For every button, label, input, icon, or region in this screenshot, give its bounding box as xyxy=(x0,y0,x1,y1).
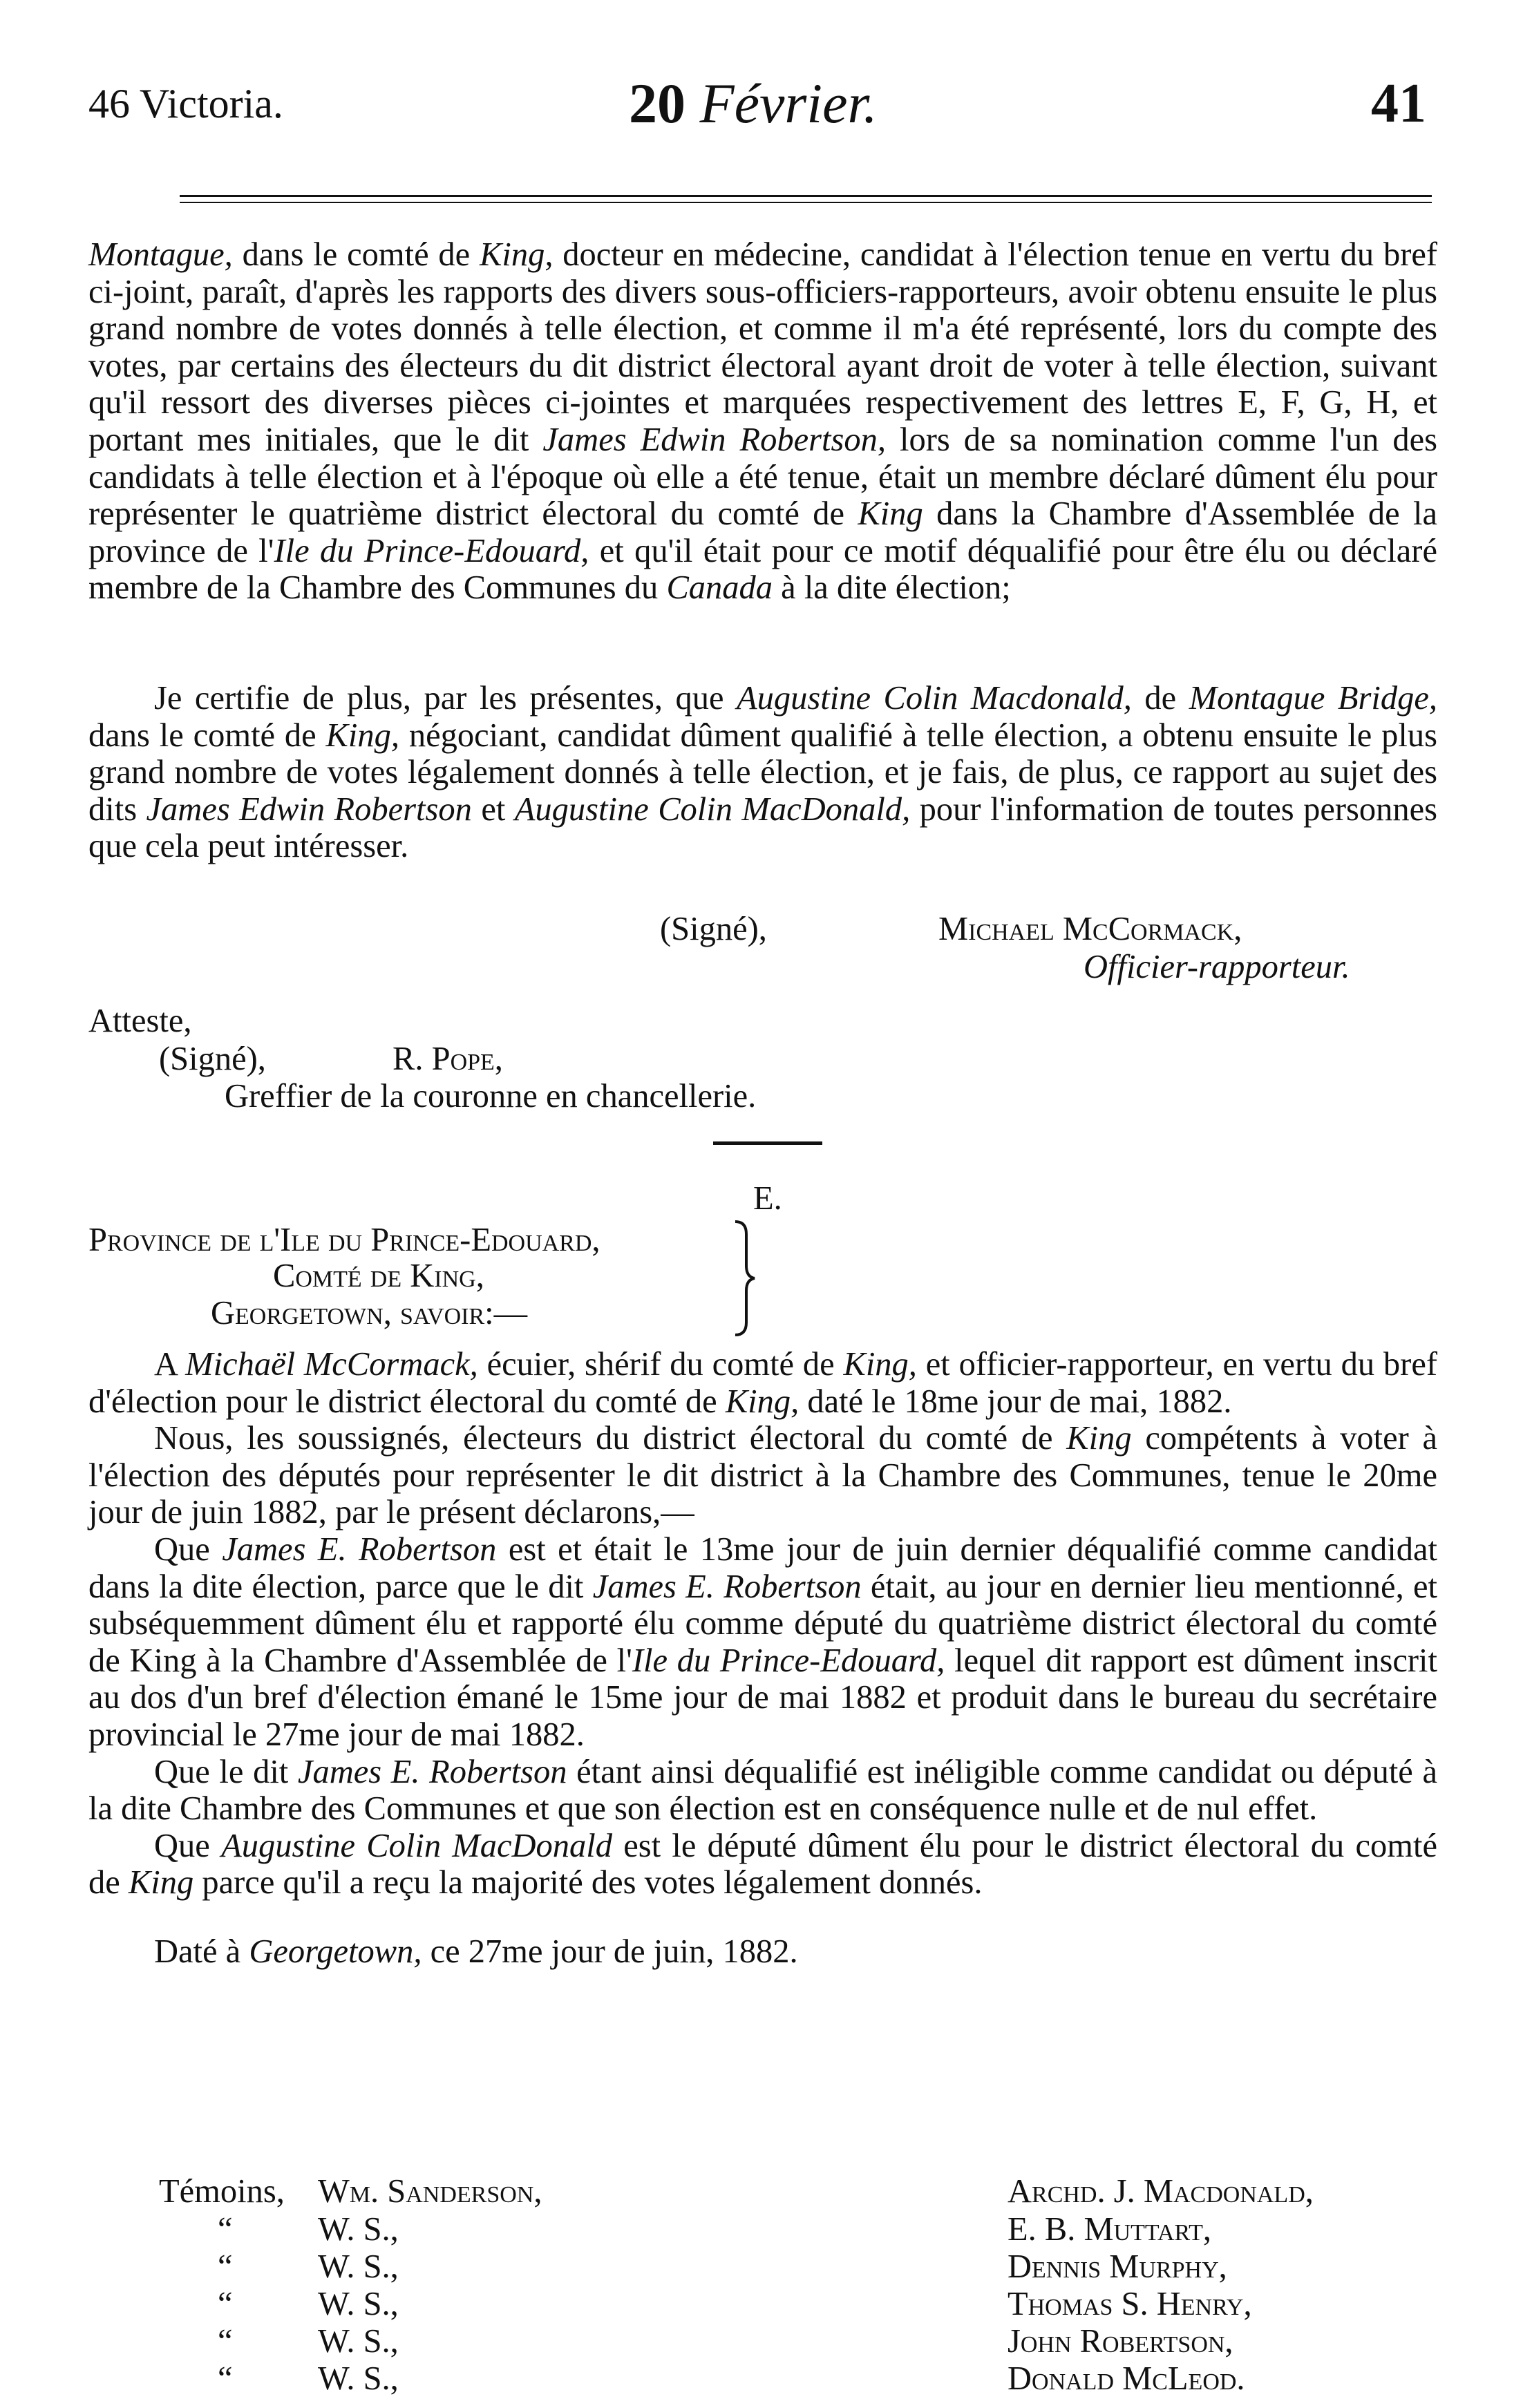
witness-left: W. S., xyxy=(318,2211,399,2248)
text-run: Daté à xyxy=(154,1933,241,1970)
text-run: daté le 18me jour de mai, 1882. xyxy=(807,1383,1232,1420)
county-heading: Comté de King, xyxy=(273,1258,484,1294)
text-run: dans le comté de xyxy=(242,236,471,273)
person-name: James Edwin Robertson xyxy=(146,790,472,828)
text-run: Que xyxy=(154,1827,210,1864)
witness-left: W. S., xyxy=(318,2323,399,2360)
county-name: King xyxy=(128,1864,194,1902)
section-divider xyxy=(713,1141,822,1145)
header-rule-thick xyxy=(180,195,1432,197)
county-name: King xyxy=(858,495,923,533)
text-run: dans la Chambre d'Assemblée de la province de l' xyxy=(88,495,1438,569)
attest-title: Greffier de la couronne en chancellerie. xyxy=(225,1078,757,1115)
place-name: Montague Bridge, xyxy=(1189,680,1438,717)
county-name: King, xyxy=(480,236,554,273)
text-run: dans le comté de xyxy=(88,717,316,754)
section-letter: E. xyxy=(753,1180,782,1217)
paragraph-certification xyxy=(88,680,1437,865)
text-run: était, au jour en dernier lieu mentionné, et subséquemment dûment élu et rapporté élu comme député du quatrième district électoral du comté de King à la Chambre d'Assemblée de l' xyxy=(88,1568,1437,1679)
text-run: est le député dûment élu pour le district électoral du comté de xyxy=(88,1827,1438,1902)
witness-left: W. S., xyxy=(318,2248,399,2285)
text-run: est et était le 13me jour de juin dernier déqualifié comme candidat dans la dite élection, parce que le dit xyxy=(88,1530,1438,1605)
date-day: 20 xyxy=(629,72,685,135)
county-name: King xyxy=(1066,1420,1132,1457)
text-run: lequel dit rapport est dûment inscrit au dos d'un bref d'élection émané le 15me jour de mai 1882 et produit dans le bureau du secrétaire provincial le 27me jour de mai 1882. xyxy=(88,1642,1437,1753)
place-name: Georgetown, xyxy=(249,1933,422,1970)
person-name: Augustine Colin Macdonald, xyxy=(737,680,1132,717)
witness-left: W. S., xyxy=(318,2286,399,2322)
witnesses-label: Témoins, xyxy=(159,2173,285,2210)
person-name: James E. Robertson xyxy=(297,1753,567,1790)
country-name: Canada xyxy=(666,569,773,607)
province-name: Ile du Prince-Edouard, xyxy=(632,1642,945,1679)
witness-right: Archd. J. Macdonald, xyxy=(1008,2173,1314,2210)
text-run: étant ainsi déqualifié est inéligible comme candidat ou député à la dite Chambre des Communes et que son élection est en conséquence nulle et de nul effet. xyxy=(88,1753,1437,1828)
text-run: à la dite élection; xyxy=(781,569,1011,607)
person-name: Augustine Colin MacDonald xyxy=(221,1827,612,1864)
witness-left: W. S., xyxy=(318,2360,399,2397)
running-head-left: 46 Victoria. xyxy=(88,81,283,126)
person-name: Augustine Colin MacDonald, xyxy=(514,790,911,828)
text-run: compétents à voter à l'élection des députés pour représenter le dit district à la Chambre des Communes, tenue le 20me jour de juin 1882, par le présent déclarons,— xyxy=(88,1420,1437,1531)
header-rule-thin xyxy=(180,202,1432,203)
text-run: pour l'information de toutes personnes que cela peut intéresser. xyxy=(88,790,1438,865)
text-run: lors de sa nomination comme l'un des candidats à telle élection et à l'époque où elle a été tenue, était un membre déclaré dûment élu pour représenter le quatrième district électoral du comté de xyxy=(88,421,1437,533)
person-name: James E. Robertson xyxy=(222,1530,497,1568)
brace-icon xyxy=(731,1219,759,1338)
running-head-date xyxy=(629,72,878,135)
witness-left: Wm. Sanderson, xyxy=(318,2173,542,2210)
county-name: King, xyxy=(843,1346,917,1383)
witness-right: John Robertson, xyxy=(1008,2323,1233,2360)
county-name: King, xyxy=(325,717,399,754)
text-run: et xyxy=(481,790,506,828)
text-run: A xyxy=(154,1346,177,1383)
person-name: James Edwin Robertson, xyxy=(542,421,887,458)
paragraph-return-statement xyxy=(88,236,1437,607)
text-run: Je certifie de plus, par les présentes, que xyxy=(154,680,724,717)
ditto-mark: “ xyxy=(218,2211,233,2248)
text-run: docteur en médecine, candidat à l'élection tenue en vertu du bref ci-joint, paraît, d'après les rapports des divers sous-officiers-rapporteurs, avoir obtenu ensuite le plus grand nombre de votes donnés à telle élection, et comme il m'a été représenté, lors du compte des votes, par certains des électeurs du dit district électoral ayant droit de voter à telle élection, suivant qu'il ressort des diverses pièces ci-jointes et marquées respectivement des lettres E, F, G, H, et portant mes initiales, que le dit xyxy=(88,236,1438,458)
person-name: James E. Robertson xyxy=(592,1568,862,1605)
province-name: Ile du Prince-Edouard, xyxy=(274,532,589,569)
text-run: et officier-rapporteur, en vertu du bref d'élection pour le district électoral du comté de xyxy=(88,1346,1437,1420)
ditto-mark: “ xyxy=(218,2286,233,2322)
signatory-name: Michael McCormack, xyxy=(938,911,1242,947)
text-run: écuier, shérif du comté de xyxy=(486,1346,835,1383)
text-run: négociant, candidat dûment qualifié à telle élection, a obtenu ensuite le plus grand nombre de votes légalement donnés à telle élection, et je fais, de plus, ce rapport au sujet des dits xyxy=(88,717,1437,828)
attest-label: Atteste, xyxy=(88,1003,192,1039)
attest-signed-label: (Signé), xyxy=(159,1041,266,1077)
place-name: Montague, xyxy=(88,236,233,273)
date-month: Février. xyxy=(699,72,878,135)
page-number: 41 xyxy=(1371,73,1426,134)
witness-right: Dennis Murphy, xyxy=(1008,2248,1227,2285)
paragraph-declaration xyxy=(88,1346,1437,1971)
attest-name: R. Pope, xyxy=(392,1041,503,1077)
province-heading: Province de l'Ile du Prince-Edouard, xyxy=(88,1222,600,1258)
county-name: King, xyxy=(725,1383,800,1420)
signed-label: (Signé), xyxy=(660,911,767,947)
text-run: de xyxy=(1144,680,1177,717)
witness-right: Donald McLeod. xyxy=(1008,2360,1245,2397)
text-run: Nous, les soussignés, électeurs du district électoral du comté de xyxy=(154,1420,1053,1457)
ditto-mark: “ xyxy=(218,2360,233,2397)
town-heading: Georgetown, savoir:— xyxy=(211,1295,528,1331)
ditto-mark: “ xyxy=(218,2323,233,2360)
text-run: Que le dit xyxy=(154,1753,289,1790)
signatory-title: Officier-rapporteur. xyxy=(1084,949,1350,985)
witness-right: E. B. Muttart, xyxy=(1008,2211,1212,2248)
text-run: parce qu'il a reçu la majorité des votes légalement donnés. xyxy=(202,1864,983,1902)
text-run: Que xyxy=(154,1530,210,1568)
ditto-mark: “ xyxy=(218,2248,233,2285)
witness-right: Thomas S. Henry, xyxy=(1008,2286,1252,2322)
text-run: et qu'il était pour ce motif déqualifié pour être élu ou déclaré membre de la Chambre des Communes du xyxy=(88,532,1437,607)
person-name: Michaël McCormack, xyxy=(185,1346,478,1383)
text-run: ce 27me jour de juin, 1882. xyxy=(430,1933,798,1970)
